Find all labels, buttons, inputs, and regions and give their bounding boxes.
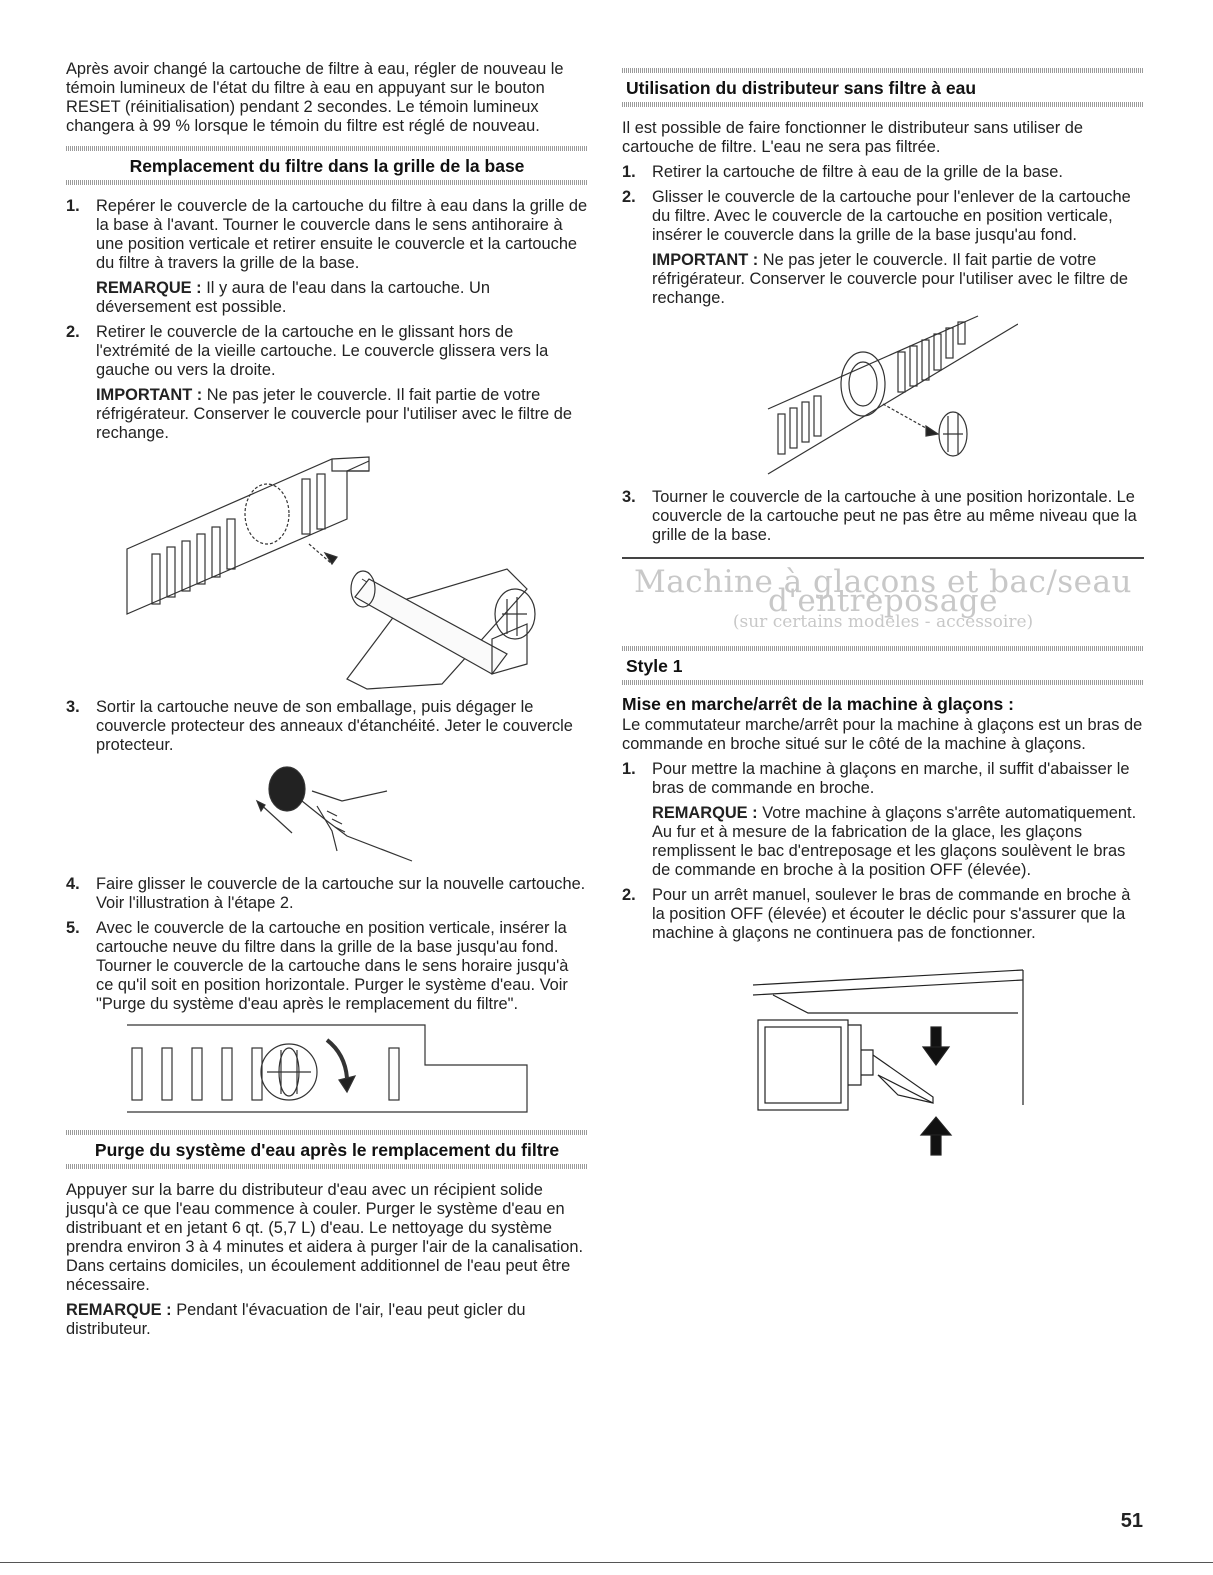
replacement-steps (66, 197, 588, 443)
step-3: 3. Tourner le couvercle de la cartouche à une position horizontale. Le couvercle de la cartouche peut ne pas être au même niveau que la grille de la base. (622, 488, 1137, 544)
no-filter-steps-final (622, 488, 1144, 545)
ice-maker-heading: Machine à glaçons et bac/seau d'entreposage (634, 564, 1132, 619)
step-3: 3. Sortir la cartouche neuve de son emballage, puis dégager le couvercle protecteur des anneaux d'étanchéité. Jeter le couvercle protecteur. (66, 698, 573, 754)
footer-rule (0, 1562, 1213, 1563)
onoff-intro: Le commutateur marche/arrêt pour la machine à glaçons est un bras de commande en broche situé sur le côté de la machine à glaçons. (622, 716, 1143, 753)
purge-paragraph: Appuyer sur la barre du distributeur d'eau avec un récipient solide jusqu'à ce que l'eau commence à couler. Purger le système d'eau en distribuant et en jetant 6 qt. (5,7 L) d'eau. Le nettoyage du système prendra environ 3 à 4 minutes et aidera à purger l'air de la canalisation. Dans certains domiciles, un écoulement additionnel de l'eau peut être nécessaire. (66, 1181, 584, 1294)
cartridge-removal-illustration (107, 449, 547, 694)
replacement-steps-continued (66, 698, 588, 755)
grille-cap-rotation-illustration (117, 1020, 537, 1120)
onoff-heading: Mise en marche/arrêt de la machine à glaçons : (622, 694, 1014, 714)
page-number: 51 (1120, 1510, 1143, 1532)
step-1: 1. Pour mettre la machine à glaçons en marche, il suffit d'abaisser le bras de commande en broche. REMARQUE : Votre machine à glaçons s'arrête automatiquement. Au fur et à mesure de la fabrication de la glace, les glaçons remplissent le bac d'entreposage et les glaçons soulèvent le bras de commande en broche à la position OFF (élevée). (622, 760, 1144, 880)
replacement-steps-final (66, 875, 588, 1014)
section-title: Purge du système d'eau après le remplacement du filtre (94, 1140, 560, 1160)
step-note: REMARQUE : Votre machine à glaçons s'arrête automatiquement. Au fur et à mesure de la fabrication de la glace, les glaçons remplissent le bac d'entreposage et les glaçons soulèvent le bras de commande en broche à la position OFF (élevée). (652, 804, 1137, 879)
ice-maker-subheading: (sur certains modèles - accessoire) (732, 612, 1034, 632)
step-1: 1. Retirer la cartouche de filtre à eau de la grille de la base. (622, 163, 1063, 181)
intro-paragraph: Après avoir changé la cartouche de filtre à eau, régler de nouveau le témoin lumineux de l'état du filtre à eau en appuyant sur le bouton RESET (réinitialisation) pendant 2 secondes. Le témoin lumineux changera à 99 % lorsque le témoin du filtre est réglé de nouveau. (66, 60, 564, 135)
step-2: 2. Glisser le couvercle de la cartouche pour l'enlever de la cartouche du filtre. Avec le couvercle de la cartouche en position verticale, insérer le couvercle dans la grille de la base jusqu'au fond. IMPORTANT : Ne pas jeter le couvercle. Il fait partie de votre réfrigérateur. Conserver le couvercle pour l'utiliser avec le filtre de rechange. (622, 188, 1144, 308)
step-note: IMPORTANT : Ne pas jeter le couvercle. Il fait partie de votre réfrigérateur. Conserver le couvercle pour l'utiliser avec le filtre de rechange. (96, 386, 572, 442)
section-header-no-filter (622, 68, 1144, 107)
section-divider (622, 557, 1144, 559)
no-filter-intro: Il est possible de faire fonctionner le distributeur sans utiliser de cartouche de filtre. L'eau ne sera pas filtrée. (622, 119, 1084, 156)
step-2: 2. Retirer le couvercle de la cartouche en le glissant hors de l'extrémité de la vieille cartouche. Le couvercle glissera vers la gauche ou vers la droite. IMPORTANT : Ne pas jeter le couvercle. Il fait partie de votre réfrigérateur. Conserver le couvercle pour l'utiliser avec le filtre de rechange. (66, 323, 588, 443)
style-header (622, 646, 1144, 685)
section-header-purge (66, 1130, 588, 1169)
step-4: 4. Faire glisser le couvercle de la cartouche sur la nouvelle cartouche. Voir l'illustration à l'étape 2. (66, 875, 586, 912)
section-title: Utilisation du distributeur sans filtre à eau (626, 78, 977, 98)
style-label: Style 1 (626, 656, 683, 676)
purge-note: REMARQUE : Pendant l'évacuation de l'air, l'eau peut gicler du distributeur. (66, 1301, 526, 1338)
cap-in-grille-illustration (748, 314, 1018, 484)
left-column (66, 60, 588, 1345)
protective-cover-illustration (197, 761, 457, 871)
ice-maker-arm-illustration (733, 965, 1033, 1175)
step-5: 5. Avec le couvercle de la cartouche en position verticale, insérer la cartouche neuve du filtre dans la grille de la base jusqu'au fond. Tourner le couvercle de la cartouche dans le sens horaire jusqu'à ce qu'il soit en position horizontale. Purger le système d'eau. Voir "Purge du système d'eau après le remplacement du filtre". (66, 919, 569, 1013)
section-header-replacement (66, 146, 588, 185)
right-column (622, 60, 1144, 1175)
no-filter-steps (622, 163, 1144, 308)
step-note: IMPORTANT : Ne pas jeter le couvercle. Il fait partie de votre réfrigérateur. Conserver le couvercle pour l'utiliser avec le filtre de rechange. (652, 251, 1128, 307)
step-note: REMARQUE : Il y aura de l'eau dans la cartouche. Un déversement est possible. (96, 279, 490, 316)
onoff-steps (622, 760, 1144, 943)
section-title: Remplacement du filtre dans la grille de la base (129, 156, 525, 176)
step-2: 2. Pour un arrêt manuel, soulever le bras de commande en broche à la position OFF (élevée) et écouter le déclic pour s'assurer que la machine à glaçons ne continuera pas de fonctionner. (622, 886, 1131, 942)
step-1: 1. Repérer le couvercle de la cartouche du filtre à eau dans la grille de la base à l'avant. Tourner le couvercle dans le sens antihoraire à une position verticale et retirer ensuite le couvercle et la cartouche du filtre à travers la grille de la base. REMARQUE : Il y aura de l'eau dans la cartouche. Un déversement est possible. (66, 197, 588, 316)
